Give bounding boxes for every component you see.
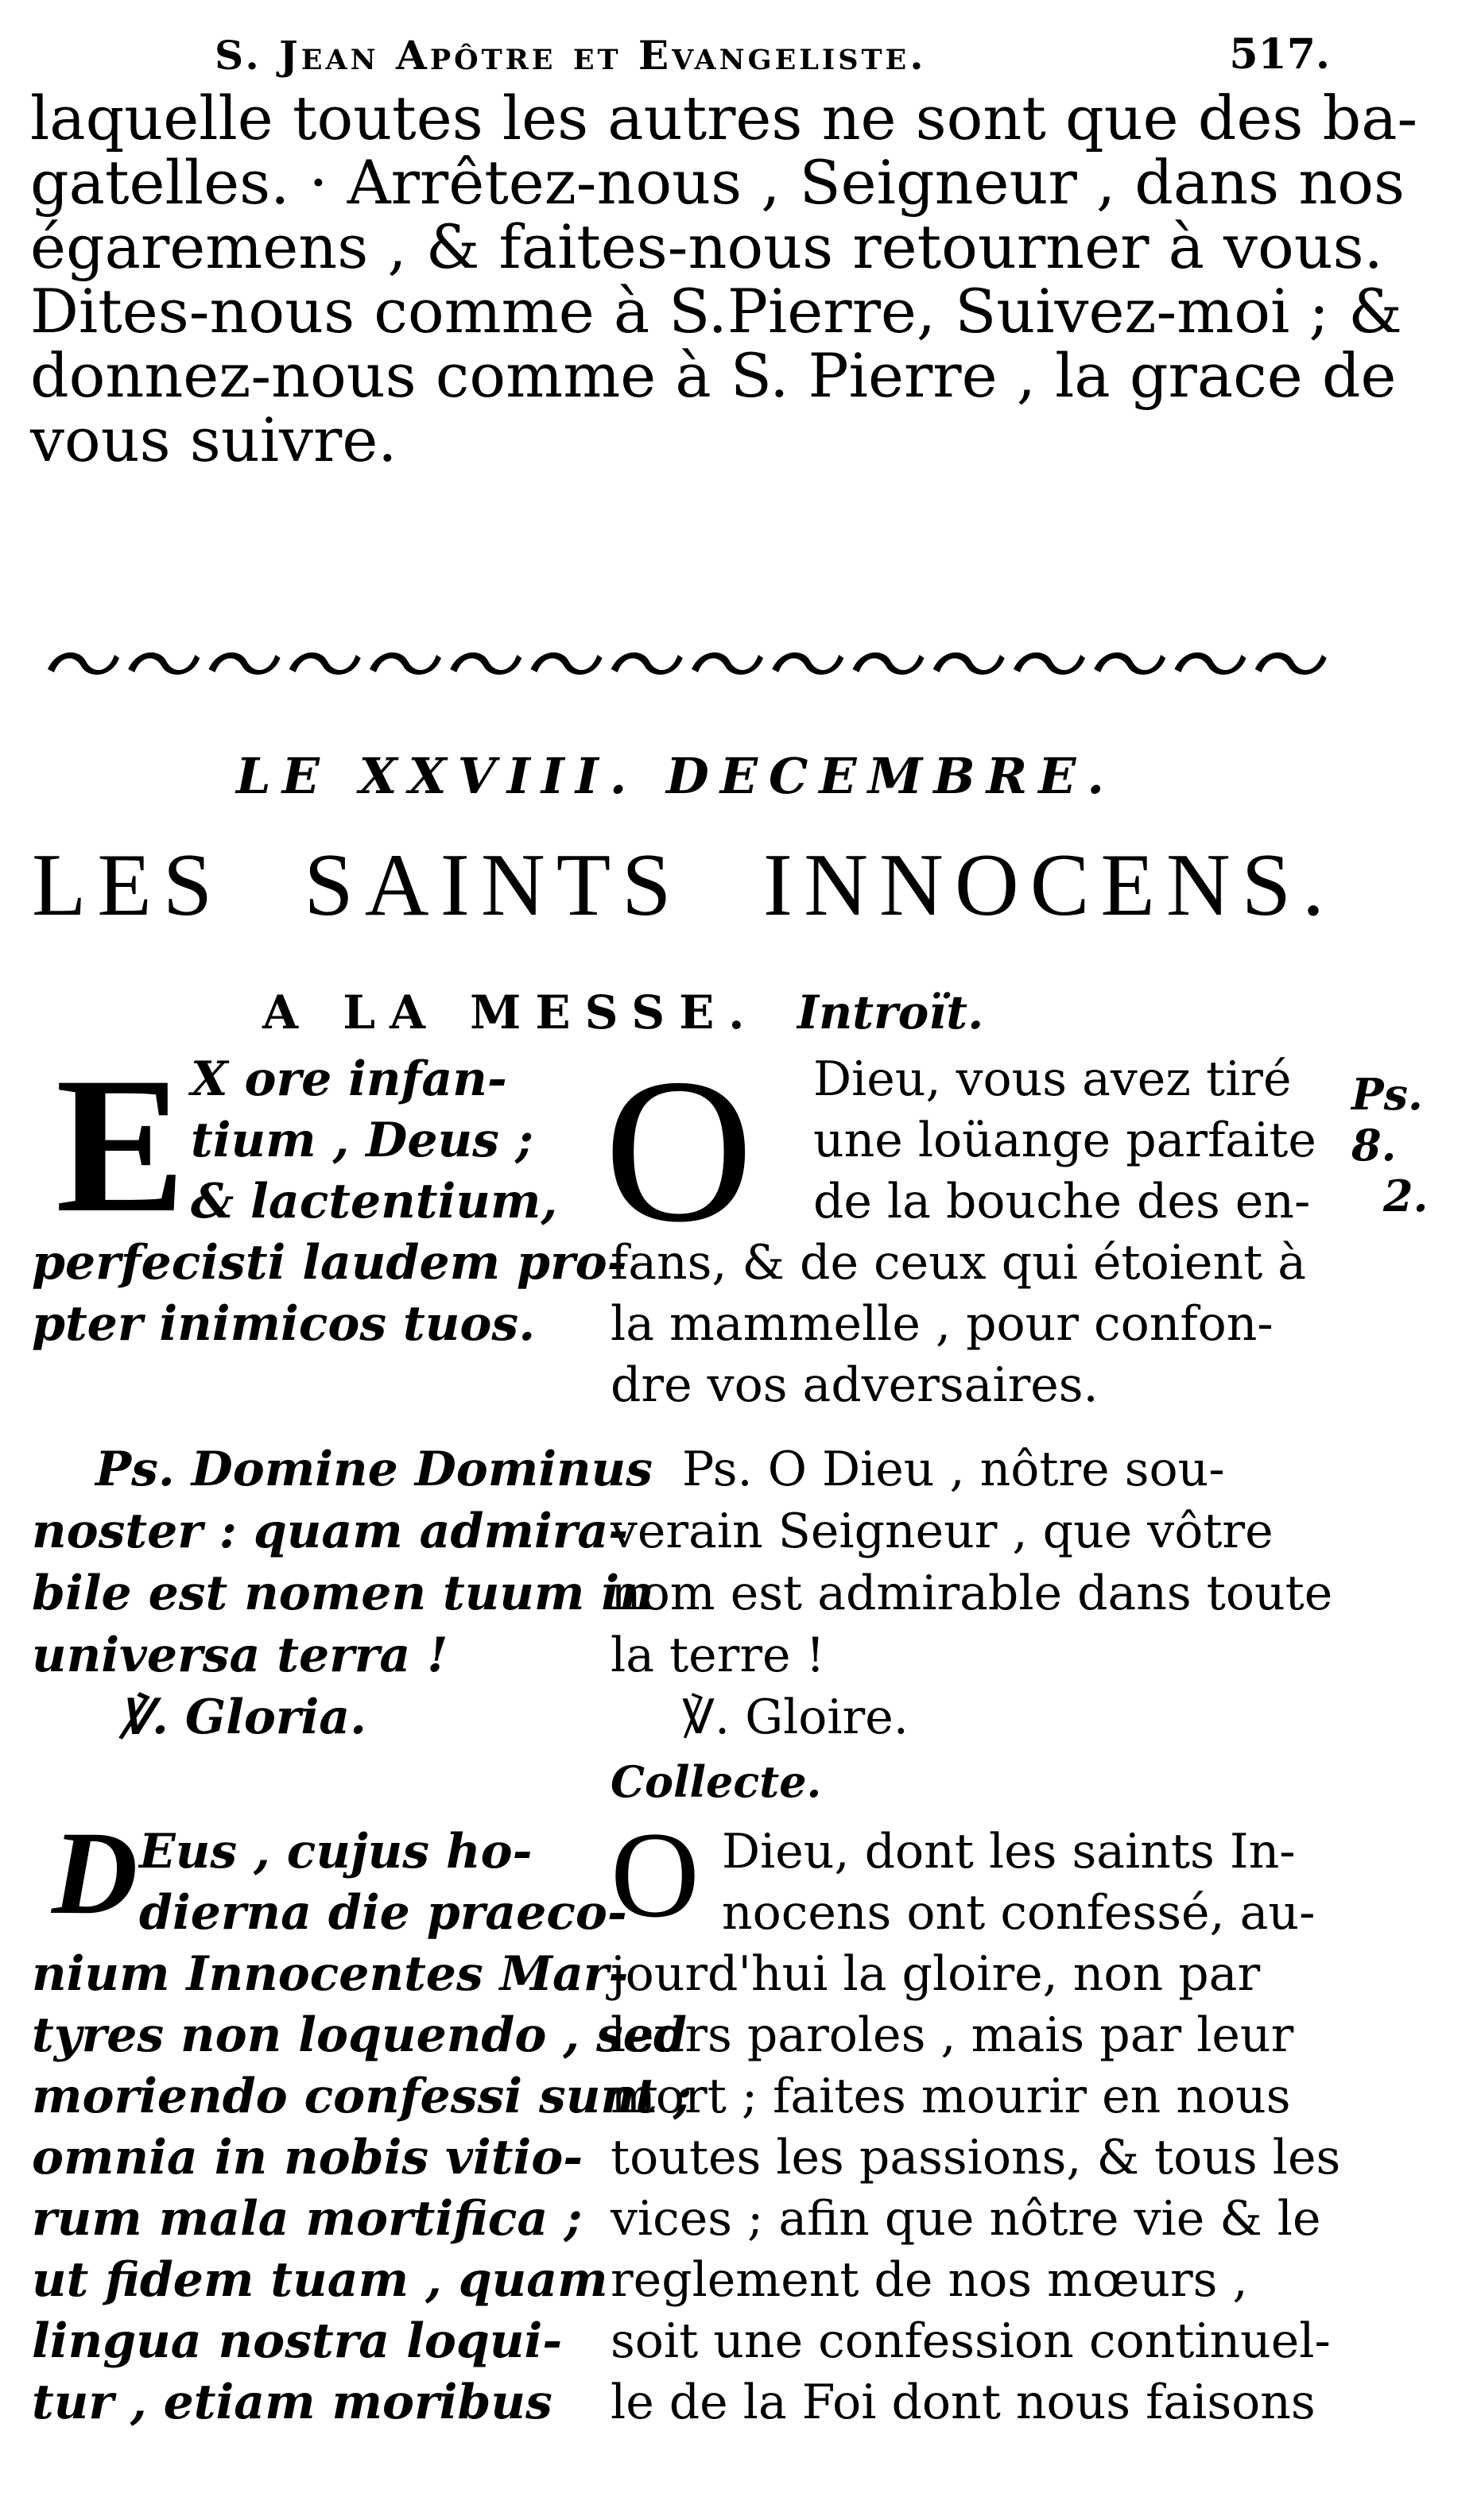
feast-title: LES SAINTS INNOCENS. [32, 836, 1336, 935]
text-line: gatelles. · Arrêtez-nous , Seigneur , dans nos [30, 147, 1405, 218]
ornament-scroll [531, 652, 603, 675]
ornament-scroll [611, 652, 683, 675]
text-line: fans, & de ceux qui étoient à [611, 1235, 1307, 1291]
text-line: pter inimicos tuos. [32, 1296, 536, 1352]
text-line: égaremens , & faites-nous retourner à vous. [30, 211, 1383, 282]
ornament-scroll [853, 652, 925, 675]
ornament-scroll [370, 652, 441, 675]
text-line: le de la Foi dont nous faisons [611, 2375, 1316, 2430]
text-line: nium Innocentes Mar- [32, 1946, 629, 2002]
mass-heading [262, 985, 1137, 1039]
introit-french [611, 1049, 1334, 1416]
ornament-scroll [128, 652, 200, 675]
text-line: nom est admirable dans toute [611, 1566, 1333, 1621]
previous-section-text [30, 83, 1418, 475]
text-line: laquelle toutes les autres ne sont que des ba- [30, 83, 1418, 153]
text-line: tium , Deus ; [191, 1113, 533, 1168]
text-line: lingua nostra loqui- [32, 2313, 563, 2369]
collect-label: Collecte. [611, 1756, 822, 1807]
margin-reference [1351, 1069, 1481, 1221]
ornament-scroll [1175, 652, 1246, 675]
text-line: une loüange parfaite [813, 1113, 1316, 1168]
text-line: X ore infan- [191, 1051, 507, 1107]
text-line: verain Seigneur , que vôtre [611, 1504, 1274, 1559]
text-line: Eus , cujus ho- [139, 1824, 533, 1879]
dropcap-introit-latin: E [56, 1037, 186, 1252]
text-line: ℣. Gloria. [119, 1690, 367, 1745]
running-head: S. Jean Apôtre et Evangeliste. [215, 32, 927, 79]
dropcap-collect-latin: D [52, 1807, 138, 1939]
text-line: jourd'hui la gloire, non par [611, 1946, 1261, 2002]
ornament-scroll [1014, 652, 1085, 675]
ornament-scroll [1094, 652, 1165, 675]
page-number: 517. [1229, 30, 1330, 79]
text-line: dre vos adversaires. [611, 1357, 1099, 1413]
text-line: vous suivre. [30, 405, 397, 475]
ornament-scroll [48, 652, 119, 675]
text-line: nocens ont confessé, au- [722, 1885, 1316, 1941]
ornament-scroll [289, 652, 361, 675]
text-line: reglement de nos mœurs , [611, 2252, 1248, 2308]
text-line: rum mala mortifica ; [32, 2191, 583, 2247]
text-line: bile est nomen tuum in [32, 1566, 654, 1621]
text-line: donnez-nous comme à S. Pierre , la grace de [30, 340, 1397, 411]
psalm-french [611, 1438, 1334, 1748]
text-line: de la bouche des en- [813, 1174, 1311, 1229]
mass-label: A LA MESSE. [262, 985, 759, 1039]
psalm-latin [32, 1438, 654, 1748]
text-line: Dieu, vous avez tiré [813, 1051, 1292, 1107]
text-line: perfecisti laudem pro- [32, 1235, 627, 1291]
text-line: omnia in nobis vitio- [32, 2130, 583, 2185]
dropcap-collect-french: O [611, 1806, 700, 1943]
text-line: la mammelle , pour confon- [611, 1296, 1274, 1352]
text-line: leurs paroles , mais par leur [611, 2007, 1294, 2063]
text-line: vices ; afin que nôtre vie & le [611, 2191, 1321, 2247]
text-line: universa terra ! [32, 1628, 448, 1683]
dropcap-introit-french: O [604, 1036, 754, 1265]
collect-french [611, 1821, 1341, 2433]
introit-latin [32, 1037, 627, 1355]
text-line: Ps. O Dieu , nôtre sou- [682, 1442, 1225, 1497]
text-line: mort ; faites mourir en nous [611, 2069, 1291, 2124]
text-line: tur , etiam moribus [32, 2375, 552, 2430]
text-line: Dites-nous comme à S.Pierre, Suivez-moi ; & [30, 276, 1402, 346]
ornament-scroll [933, 652, 1005, 675]
text-line: toutes les passions, & tous les [611, 2130, 1341, 2185]
text-line: ℣. Gloire. [682, 1690, 909, 1745]
collect-latin [32, 1821, 692, 2433]
ornament-scroll [1255, 652, 1327, 675]
ornament-scroll [450, 652, 521, 675]
text-line: soit une confession continuel- [611, 2313, 1331, 2369]
text-line: ut fidem tuam , quam [32, 2252, 608, 2308]
text-line: tyres non loquendo , sed [32, 2007, 687, 2063]
text-line: moriendo confessi sunt ; [32, 2069, 692, 2124]
ornament-scroll [209, 652, 281, 675]
text-line: dierna die praeco- [139, 1885, 627, 1941]
text-line: noster : quam admira- [32, 1504, 629, 1559]
text-line: & lactentium, [191, 1174, 558, 1229]
introit-label: Introït. [797, 985, 984, 1039]
text-line: Ps. Domine Dominus [95, 1442, 653, 1497]
text-line: Dieu, dont les saints In- [722, 1824, 1296, 1879]
margin-ref-line: 2. [1383, 1171, 1429, 1221]
margin-ref-line: Ps. 8. [1351, 1069, 1423, 1171]
ornament-scroll [692, 652, 763, 675]
ornament-scroll [772, 652, 843, 675]
date-line: LE XXVIII. DECEMBRE. [236, 747, 1115, 805]
ornament-divider [40, 642, 1328, 682]
text-line: la terre ! [611, 1628, 825, 1683]
